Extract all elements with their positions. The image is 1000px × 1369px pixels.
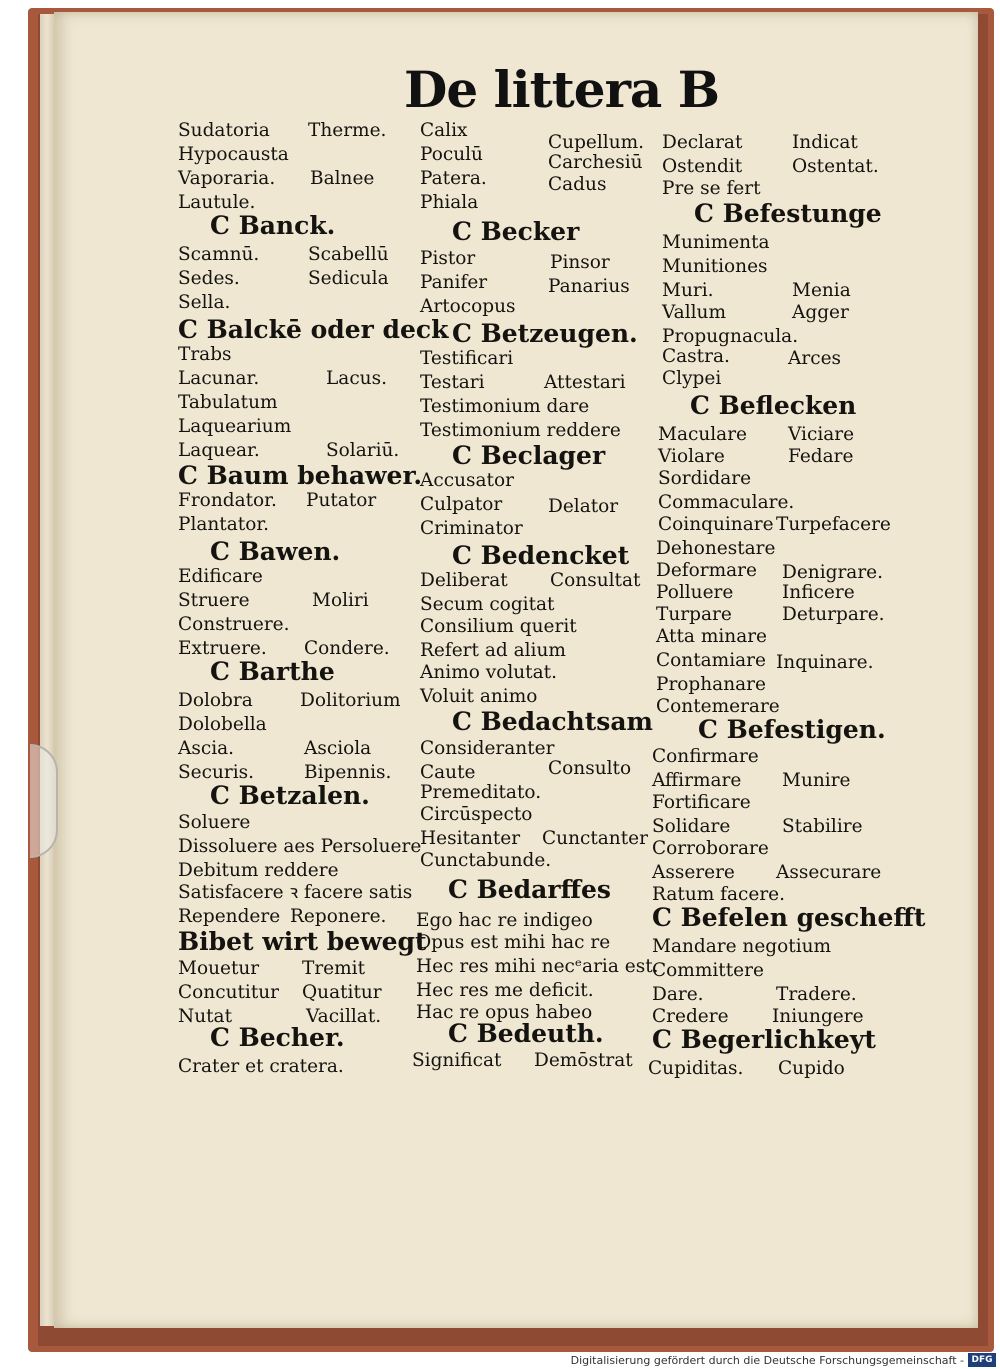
entry-word: Lacunar. [178, 368, 260, 389]
entry-word: Putator [306, 490, 377, 511]
entry-heading: C Barthe [210, 657, 335, 686]
entry-word: Ascia. [178, 738, 235, 759]
entry-word: Quatitur [302, 982, 382, 1003]
entry-word: Animo volutat. [420, 662, 557, 683]
entry-word: Asserere [652, 862, 735, 883]
entry-word: Inficere [782, 582, 855, 603]
entry-word: Panifer [420, 272, 488, 293]
entry-word: Scamnū. [178, 244, 260, 265]
entry-heading: C Beclager [452, 441, 606, 470]
entry-word: Soluere [178, 812, 251, 833]
entry-word: Crater et cratera. [178, 1056, 344, 1077]
entry-heading: C Balckē oder deck [178, 315, 449, 344]
entry-word: Mouetur [178, 958, 260, 979]
entry-word: Criminator [420, 518, 523, 539]
entry-word: Ostentat. [792, 156, 879, 177]
entry-word: Maculare [658, 424, 747, 445]
entry-word: Bipennis. [304, 762, 392, 783]
entry-word: Artocopus [420, 296, 516, 317]
entry-word: Laquearium [178, 416, 292, 437]
entry-word: Clypei [662, 368, 722, 389]
entry-heading: C Bawen. [210, 537, 341, 566]
entry-word: Voluit animo [420, 686, 538, 707]
entry-word: Rependere [178, 906, 281, 927]
entry-heading: C Baum behawer. [178, 461, 423, 490]
entry-word: Pre se fert [662, 178, 761, 199]
entry-word: Ratum facere. [652, 884, 786, 905]
entry-word: Cupellum. [548, 132, 645, 153]
entry-heading: C Betzalen. [210, 781, 370, 810]
entry-word: Frondator. [178, 490, 277, 511]
entry-word: Consultat [550, 570, 641, 591]
entry-heading: Bibet wirt bewegt [178, 927, 427, 956]
entry-word: Opus est mihi hac re [416, 932, 611, 953]
entry-heading: C Befestunge [694, 199, 882, 228]
entry-word: Contamiare [656, 650, 766, 671]
entry-word: Solariū. [326, 440, 400, 461]
entry-heading: C Befelen geschefft [652, 903, 926, 932]
entry-word: Denigrare. [782, 562, 884, 583]
entry-word: Cadus [548, 174, 607, 195]
entry-word: Vaporaria. [178, 168, 276, 189]
entry-word: Munitiones [662, 256, 768, 277]
entry-heading: C Becker [452, 217, 580, 246]
entry-word: Lacus. [326, 368, 387, 389]
entry-word: Lautule. [178, 192, 256, 213]
entry-heading: C Beflecken [690, 391, 857, 420]
entry-word: Tremit [302, 958, 366, 979]
entry-word: Sedes. [178, 268, 240, 289]
page-clip [30, 744, 58, 858]
page-stack-edge [40, 14, 54, 1326]
entry-word: Culpator [420, 494, 503, 515]
entry-word: Cunctanter [542, 828, 648, 849]
entry-word: Patera. [420, 168, 487, 189]
entry-word: Extruere. [178, 638, 267, 659]
entry-word: Assecurare [776, 862, 882, 883]
entry-word: Vacillat. [306, 1006, 382, 1027]
entry-word: Cunctabunde. [420, 850, 552, 871]
entry-heading: C Bedencket [452, 541, 630, 570]
entry-word: Hesitanter [420, 828, 521, 849]
entry-word: Calix [420, 120, 468, 141]
entry-word: Reponere. [290, 906, 387, 927]
entry-word: Fortificare [652, 792, 751, 813]
entry-word: Debitum reddere [178, 860, 339, 881]
entry-word: Hec res mihi necᵉaria est. [416, 956, 659, 977]
entry-word: Declarat [662, 132, 743, 153]
entry-word: Committere [652, 960, 764, 981]
entry-word: Attestari [544, 372, 626, 393]
entry-word: Munire [782, 770, 851, 791]
entry-word: Satisfacere ꝛ facere satis [178, 882, 413, 903]
entry-word: Circūspecto [420, 804, 533, 825]
entry-word: Turpare [656, 604, 732, 625]
entry-word: Consulto [548, 758, 632, 779]
entry-word: Agger [792, 302, 849, 323]
entry-word: Dissoluere aes Persoluere [178, 836, 422, 857]
entry-word: Deturpare. [782, 604, 885, 625]
entry-word: Hac re opus habeo [416, 1002, 593, 1023]
entry-word: Polluere [656, 582, 734, 603]
entry-heading: C Begerlichkeyt [652, 1025, 876, 1054]
entry-word: Ego hac re indigeo [416, 910, 593, 931]
entry-word: Moliri [312, 590, 369, 611]
entry-word: Phiala [420, 192, 479, 213]
entry-word: Credere [652, 1006, 729, 1027]
entry-word: Significat [412, 1050, 502, 1071]
entry-word: Affirmare [652, 770, 742, 791]
entry-word: Sudatoria [178, 120, 270, 141]
entry-word: Demōstrat [534, 1050, 633, 1071]
entry-word: Secum cogitat [420, 594, 555, 615]
entry-heading: C Bedeuth. [448, 1019, 604, 1048]
entry-word: Condere. [304, 638, 390, 659]
entry-word: Testificari [420, 348, 514, 369]
entry-word: Concutitur [178, 982, 280, 1003]
entry-word: Delator [548, 496, 619, 517]
entry-word: Pistor [420, 248, 476, 269]
entry-word: Cupiditas. [648, 1058, 744, 1079]
entry-word: Arces [788, 348, 842, 369]
entry-word: Viciare [788, 424, 855, 445]
entry-word: Confirmare [652, 746, 759, 767]
entry-word: Atta minare [656, 626, 768, 647]
entry-heading: C Banck. [210, 211, 336, 240]
entry-word: Dolobra [178, 690, 253, 711]
entry-word: Inquinare. [776, 652, 874, 673]
entry-heading: C Bedarffes [448, 875, 611, 904]
entry-word: Caute [420, 762, 476, 783]
entry-word: Carchesiū [548, 152, 643, 173]
entry-word: Fedare [788, 446, 854, 467]
entry-word: Prophanare [656, 674, 766, 695]
entry-word: Struere [178, 590, 250, 611]
entry-word: Construere. [178, 614, 290, 635]
entry-word: Sedicula [308, 268, 389, 289]
entry-word: Sordidare [658, 468, 752, 489]
funding-credit: Digitalisierung gefördert durch die Deutsche Forschungsgemeinschaft - [570, 1354, 964, 1367]
entry-word: Munimenta [662, 232, 770, 253]
entry-word: Balnee [310, 168, 375, 189]
entry-word: Stabilire [782, 816, 863, 837]
entry-word: Hec res me deficit. [416, 980, 594, 1001]
entry-word: Tabulatum [178, 392, 278, 413]
entry-word: Testimonium reddere [420, 420, 621, 441]
entry-word: Asciola [304, 738, 372, 759]
entry-word: Testimonium dare [420, 396, 590, 417]
entry-word: Turpefacere [776, 514, 891, 535]
entry-word: Contemerare [656, 696, 780, 717]
entry-word: Panarius [548, 276, 630, 297]
entry-word: Pinsor [550, 252, 610, 273]
entry-word: Ostendit [662, 156, 743, 177]
entry-word: Commaculare. [658, 492, 795, 513]
entry-word: Consideranter [420, 738, 555, 759]
entry-word: Deformare [656, 560, 757, 581]
entry-word: Accusator [420, 470, 514, 491]
entry-word: Securis. [178, 762, 255, 783]
entry-word: Indicat [792, 132, 858, 153]
entry-word: Cupido [778, 1058, 845, 1079]
entry-word: Sella. [178, 292, 231, 313]
entry-word: Dare. [652, 984, 704, 1005]
entry-word: Dehonestare [656, 538, 776, 559]
entry-word: Propugnacula. [662, 326, 799, 347]
entry-word: Deliberat [420, 570, 508, 591]
entry-word: Poculū [420, 144, 483, 165]
entry-word: Dolobella [178, 714, 267, 735]
dfg-logo: DFG [968, 1353, 996, 1367]
entry-word: Dolitorium [300, 690, 401, 711]
entry-word: Consilium querit [420, 616, 577, 637]
entry-word: Castra. [662, 346, 730, 367]
entry-word: Menia [792, 280, 851, 301]
entry-word: Violare [658, 446, 725, 467]
entry-word: Trabs [178, 344, 232, 365]
entry-word: Vallum [662, 302, 726, 323]
entry-word: Laquear. [178, 440, 260, 461]
entry-word: Plantator. [178, 514, 270, 535]
entry-word: Corroborare [652, 838, 769, 859]
entry-word: Tradere. [776, 984, 857, 1005]
entry-word: Muri. [662, 280, 714, 301]
entry-word: Coinquinare [658, 514, 774, 535]
entry-word: Edificare [178, 566, 263, 587]
entry-word: Mandare negotium [652, 936, 832, 957]
entry-heading: C Bedachtsam [452, 707, 653, 736]
entry-word: Refert ad alium [420, 640, 566, 661]
entry-word: Therme. [308, 120, 387, 141]
entry-word: Hypocausta [178, 144, 289, 165]
entry-word: Scabellū [308, 244, 389, 265]
entry-word: Testari [420, 372, 485, 393]
entry-word: Iniungere [772, 1006, 864, 1027]
entry-word: Solidare [652, 816, 731, 837]
entry-word: Nutat [178, 1006, 233, 1027]
entry-word: Premeditato. [420, 782, 542, 803]
entry-heading: C Becher. [210, 1023, 345, 1052]
page-title: De littera B [404, 60, 719, 119]
entry-heading: C Befestigen. [698, 715, 886, 744]
entry-heading: C Betzeugen. [452, 319, 638, 348]
